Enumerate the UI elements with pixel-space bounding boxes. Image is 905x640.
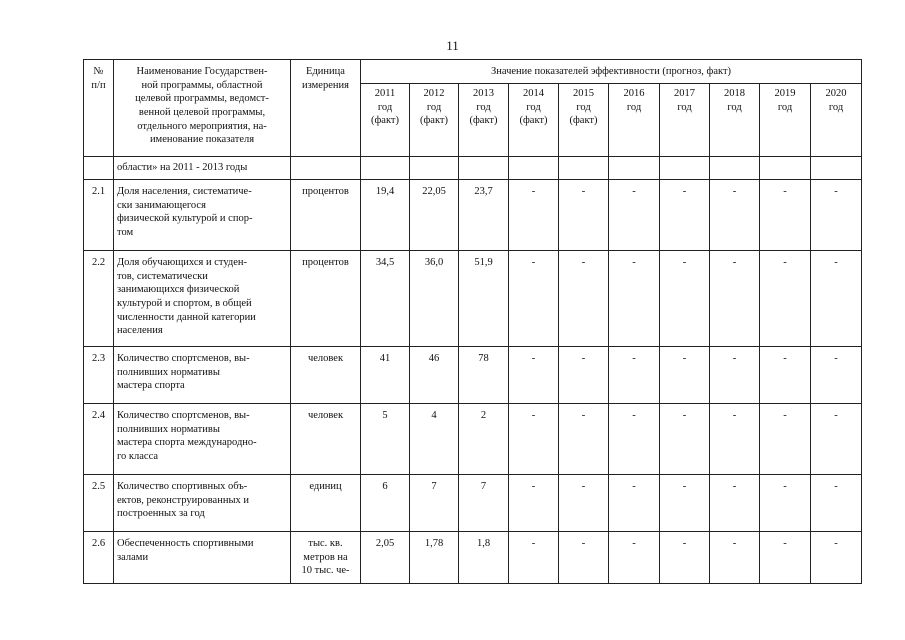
value-cell: - bbox=[559, 251, 609, 347]
indicator-unit: процентов bbox=[291, 251, 361, 347]
value-cell: - bbox=[760, 475, 811, 532]
continuation-value-2 bbox=[459, 157, 509, 180]
indicator-name: Доля обучающихся и студен- тов, систематически занимающихся физической культурой и спортом, в общей численности данной категории населения bbox=[114, 251, 291, 347]
header-year-0: 2011 год (факт) bbox=[361, 84, 410, 157]
value-cell: - bbox=[710, 475, 760, 532]
header-year-2: 2013 год (факт) bbox=[459, 84, 509, 157]
continuation-value-9 bbox=[811, 157, 862, 180]
value-cell: - bbox=[811, 180, 862, 251]
header-year-6: 2017 год bbox=[660, 84, 710, 157]
header-year-8: 2019 год bbox=[760, 84, 811, 157]
indicator-name: Доля населения, систематиче- ски занимающегося физической культурой и спор- том bbox=[114, 180, 291, 251]
row-number: 2.1 bbox=[84, 180, 114, 251]
value-cell: - bbox=[609, 251, 660, 347]
continuation-value-7 bbox=[710, 157, 760, 180]
value-cell: - bbox=[559, 404, 609, 475]
value-cell: - bbox=[811, 532, 862, 584]
value-cell: - bbox=[811, 404, 862, 475]
value-cell: - bbox=[760, 404, 811, 475]
value-cell: - bbox=[609, 347, 660, 404]
indicator-unit: тыс. кв. метров на 10 тыс. че- bbox=[291, 532, 361, 584]
value-cell: 1,78 bbox=[410, 532, 459, 584]
header-year-3: 2014 год (факт) bbox=[509, 84, 559, 157]
value-cell: 2 bbox=[459, 404, 509, 475]
value-cell: - bbox=[760, 251, 811, 347]
header-group: Значение показателей эффективности (прогноз, факт) bbox=[361, 60, 862, 84]
value-cell: - bbox=[660, 251, 710, 347]
indicator-name: Количество спортсменов, вы- полнивших нормативы мастера спорта bbox=[114, 347, 291, 404]
value-cell: - bbox=[509, 251, 559, 347]
value-cell: - bbox=[710, 180, 760, 251]
table-row bbox=[84, 532, 862, 584]
header-year-7: 2018 год bbox=[710, 84, 760, 157]
continuation-value-5 bbox=[609, 157, 660, 180]
value-cell: 4 bbox=[410, 404, 459, 475]
indicator-name: Обеспеченность спортивными залами bbox=[114, 532, 291, 584]
value-cell: - bbox=[509, 532, 559, 584]
value-cell: 19,4 bbox=[361, 180, 410, 251]
value-cell: - bbox=[760, 347, 811, 404]
row-number: 2.6 bbox=[84, 532, 114, 584]
value-cell: - bbox=[811, 475, 862, 532]
value-cell: - bbox=[609, 404, 660, 475]
indicator-name: Количество спортсменов, вы- полнивших нормативы мастера спорта международно- го класса bbox=[114, 404, 291, 475]
continuation-row bbox=[84, 157, 862, 180]
indicator-unit: единиц bbox=[291, 475, 361, 532]
continuation-value-8 bbox=[760, 157, 811, 180]
table-row bbox=[84, 180, 862, 251]
value-cell: 6 bbox=[361, 475, 410, 532]
header-year-9: 2020 год bbox=[811, 84, 862, 157]
table-row bbox=[84, 347, 862, 404]
indicator-name: Количество спортивных объ- ектов, реконструированных и построенных за год bbox=[114, 475, 291, 532]
continuation-value-6 bbox=[660, 157, 710, 180]
value-cell: - bbox=[559, 180, 609, 251]
value-cell: 5 bbox=[361, 404, 410, 475]
indicator-unit: процентов bbox=[291, 180, 361, 251]
value-cell: 34,5 bbox=[361, 251, 410, 347]
value-cell: 78 bbox=[459, 347, 509, 404]
value-cell: 22,05 bbox=[410, 180, 459, 251]
continuation-value-0 bbox=[361, 157, 410, 180]
value-cell: - bbox=[710, 347, 760, 404]
value-cell: 7 bbox=[459, 475, 509, 532]
value-cell: 36,0 bbox=[410, 251, 459, 347]
value-cell: - bbox=[660, 475, 710, 532]
indicator-unit: человек bbox=[291, 404, 361, 475]
row-number: 2.3 bbox=[84, 347, 114, 404]
header-unit: Единица измерения bbox=[291, 60, 361, 157]
value-cell: - bbox=[660, 532, 710, 584]
value-cell: 46 bbox=[410, 347, 459, 404]
value-cell: - bbox=[660, 347, 710, 404]
value-cell: - bbox=[811, 347, 862, 404]
value-cell: 7 bbox=[410, 475, 459, 532]
header-year-4: 2015 год (факт) bbox=[559, 84, 609, 157]
continuation-unit bbox=[291, 157, 361, 180]
value-cell: 23,7 bbox=[459, 180, 509, 251]
row-number: 2.2 bbox=[84, 251, 114, 347]
row-number: 2.5 bbox=[84, 475, 114, 532]
header-num: № п/п bbox=[84, 60, 114, 157]
indicator-unit: человек bbox=[291, 347, 361, 404]
indicators-table bbox=[83, 59, 862, 584]
header-name: Наименование Государствен- ной программы, областной целевой программы, ведомст- венной целевой программы, отдельного мероприятия, на- именование показателя bbox=[114, 60, 291, 157]
value-cell: - bbox=[559, 347, 609, 404]
continuation-value-1 bbox=[410, 157, 459, 180]
header-row-top bbox=[84, 60, 862, 84]
continuation-value-4 bbox=[559, 157, 609, 180]
value-cell: - bbox=[660, 180, 710, 251]
value-cell: - bbox=[559, 475, 609, 532]
table-row bbox=[84, 404, 862, 475]
value-cell: - bbox=[710, 532, 760, 584]
header-year-1: 2012 год (факт) bbox=[410, 84, 459, 157]
value-cell: - bbox=[509, 180, 559, 251]
value-cell: - bbox=[660, 404, 710, 475]
value-cell: - bbox=[760, 180, 811, 251]
row-number: 2.4 bbox=[84, 404, 114, 475]
value-cell: 1,8 bbox=[459, 532, 509, 584]
value-cell: 51,9 bbox=[459, 251, 509, 347]
value-cell: 2,05 bbox=[361, 532, 410, 584]
value-cell: - bbox=[609, 532, 660, 584]
value-cell: - bbox=[760, 532, 811, 584]
value-cell: - bbox=[609, 475, 660, 532]
continuation-value-3 bbox=[509, 157, 559, 180]
value-cell: - bbox=[710, 251, 760, 347]
value-cell: - bbox=[710, 404, 760, 475]
value-cell: - bbox=[559, 532, 609, 584]
continuation-num bbox=[84, 157, 114, 180]
value-cell: - bbox=[509, 404, 559, 475]
header-year-5: 2016 год bbox=[609, 84, 660, 157]
value-cell: - bbox=[609, 180, 660, 251]
value-cell: - bbox=[509, 347, 559, 404]
table-row bbox=[84, 475, 862, 532]
value-cell: - bbox=[509, 475, 559, 532]
value-cell: - bbox=[811, 251, 862, 347]
table-row bbox=[84, 251, 862, 347]
page-number: 11 bbox=[446, 38, 459, 53]
continuation-text: области» на 2011 - 2013 годы bbox=[114, 157, 291, 180]
value-cell: 41 bbox=[361, 347, 410, 404]
